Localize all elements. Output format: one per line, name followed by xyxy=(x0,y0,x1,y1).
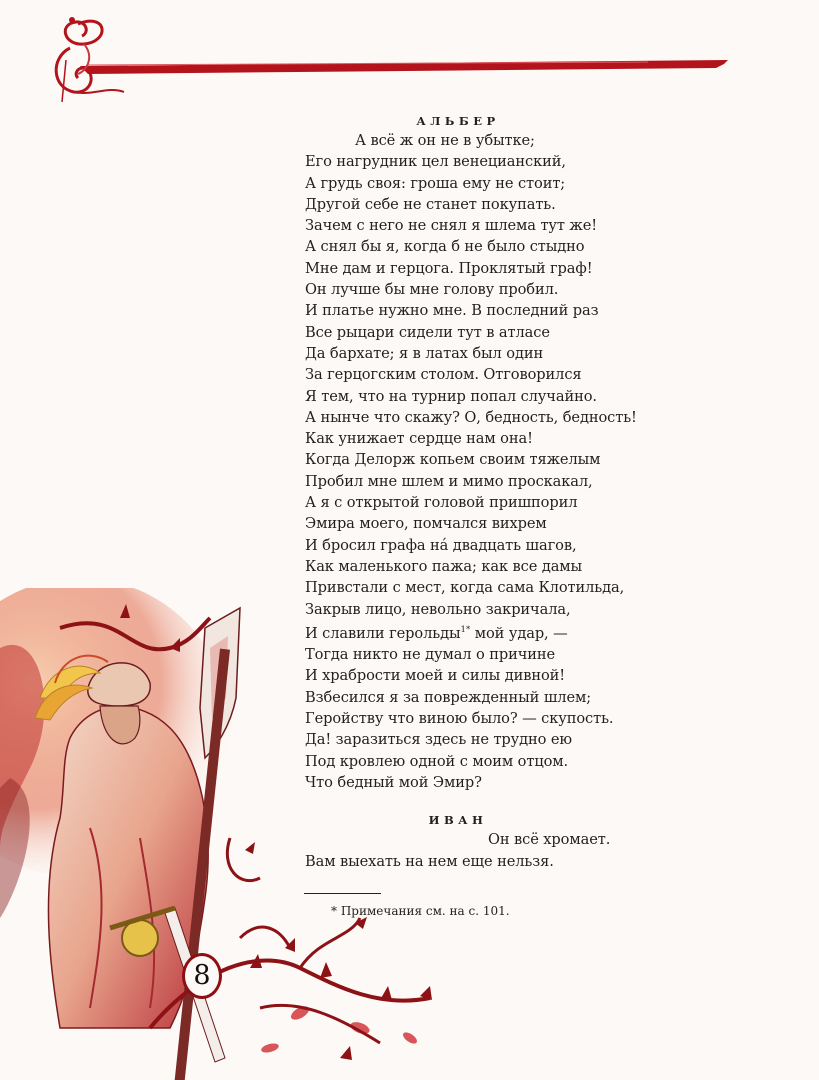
verse-line: А нынче что скажу? О, бедность, бедность! xyxy=(305,408,637,426)
verse-line: Как маленького пажа; как все дамы xyxy=(305,557,583,575)
page-number: 8 xyxy=(193,960,211,991)
speaker-name-ivan: ИВАН xyxy=(428,813,488,828)
verse-line: А грудь своя: гроша ему не стоит; xyxy=(305,174,566,192)
verse-line: А снял бы я, когда б не было стыдно xyxy=(305,238,585,256)
verse-line: Вам выехать на нем еще нельзя. xyxy=(305,852,554,870)
verse-line: Что бедный мой Эмир? xyxy=(305,773,482,791)
verse-line: Взбесился я за поврежденный шлем; xyxy=(305,688,592,706)
verse-line: И храбрости моей и силы дивной! xyxy=(305,667,566,685)
verse-line: Пробил мне шлем и мимо проскакал, xyxy=(305,472,593,490)
verse-line: Другой себе не станет покупать. xyxy=(305,195,556,213)
verse-line: Под кровлею одной с моим отцом. xyxy=(305,752,569,770)
verse-line: Да! заразиться здесь не трудно ею xyxy=(305,731,573,749)
verse-line: И платье нужно мне. В последний раз xyxy=(305,302,599,320)
verse-line: Закрыв лицо, невольно закричала, xyxy=(305,600,571,618)
verse-line: Привстали с мест, когда сама Клотильда, xyxy=(305,579,625,597)
verse-line: Все рыцари сидели тут в атласе xyxy=(305,323,550,341)
verse-line: Он лучше бы мне голову пробил. xyxy=(305,281,559,299)
verse-line: Мне дам и герцога. Проклятый граф! xyxy=(305,259,593,277)
verse-line: И бросил графа нá двадцать шагов, xyxy=(305,536,577,554)
footnote: * Примечания см. на с. 101. xyxy=(331,904,510,918)
verse-line: За герцогским столом. Отговорился xyxy=(305,366,582,384)
verse-line: Эмира моего, помчался вихрем xyxy=(305,515,547,533)
page-number-badge xyxy=(182,953,222,999)
footnote-reference-mark: 1* xyxy=(460,624,471,635)
verse-line: Я тем, что на турнир попал случайно. xyxy=(305,387,597,405)
verse-line: Его нагрудник цел венецианский, xyxy=(305,153,566,171)
verse-line: Он всё хромает. xyxy=(488,831,611,849)
verse-line: Тогда никто не думал о причине xyxy=(305,646,556,664)
verse-line-herald-text-end: мой удар, — xyxy=(470,624,568,642)
verse-line: Да бархате; я в латах был один xyxy=(305,344,544,362)
verse-line: А всё ж он не в убытке; xyxy=(355,132,535,149)
verse-line: Зачем с него не снял я шлема тут же! xyxy=(305,217,598,235)
speaker-name-albert: АЛЬБЕР xyxy=(416,114,500,128)
verse-line: Когда Делорж копьем своим тяжелым xyxy=(305,451,601,469)
verse-line: Геройству что виною было? — скупость. xyxy=(305,710,614,728)
verse-line: А я с открытой головой пришпорил xyxy=(305,494,578,512)
knight-illustration xyxy=(0,588,450,1080)
verse-line-herald-text: И славили герольды xyxy=(305,624,461,642)
header-ornament xyxy=(48,14,738,104)
verse-line: Как унижает сердце нам она! xyxy=(305,430,533,448)
